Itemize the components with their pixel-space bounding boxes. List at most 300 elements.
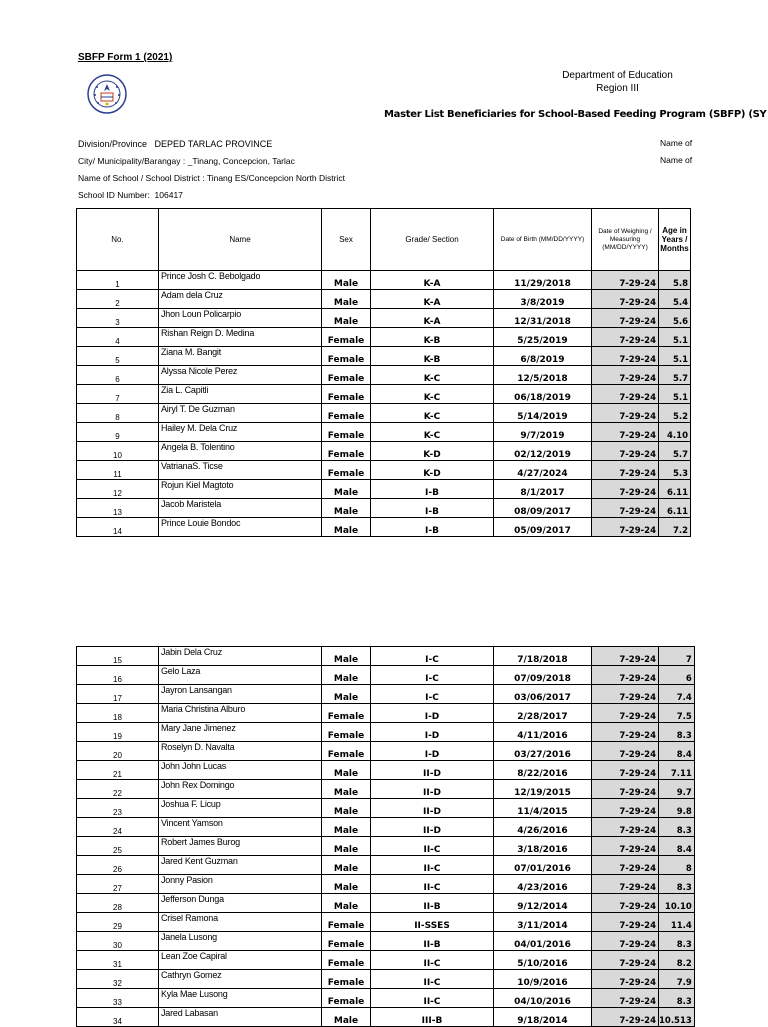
- table-row: [77, 780, 695, 799]
- cell-name: Alyssa Nicole Perez: [159, 366, 322, 385]
- region-name: Region III: [596, 83, 639, 94]
- form-title: SBFP Form 1 (2021): [78, 52, 173, 63]
- cell-name: John John Lucas: [159, 761, 322, 780]
- cell-age: 7.4: [659, 685, 695, 704]
- cell-name: Jhon Loun Policarpio: [159, 309, 322, 328]
- cell-no: 34: [77, 1008, 159, 1027]
- cell-dob: 8/1/2017: [494, 480, 592, 499]
- cell-age: 9.8: [659, 799, 695, 818]
- cell-no: 33: [77, 989, 159, 1008]
- cell-grade: II-D: [371, 780, 494, 799]
- table-row: [77, 685, 695, 704]
- cell-sex: Male: [322, 647, 371, 666]
- cell-name: Vincent Yamson: [159, 818, 322, 837]
- cell-weigh: 7-29-24: [592, 423, 659, 442]
- city-label: City/ Municipality/Barangay :: [78, 156, 186, 166]
- cell-weigh: 7-29-24: [592, 499, 659, 518]
- table-row: [77, 290, 691, 309]
- cell-weigh: 7-29-24: [592, 856, 659, 875]
- cell-no: 28: [77, 894, 159, 913]
- table-header-row: [77, 209, 691, 271]
- cell-no: 25: [77, 837, 159, 856]
- division-label: Division/Province: [78, 139, 148, 149]
- table-row: [77, 309, 691, 328]
- cell-no: 21: [77, 761, 159, 780]
- cell-no: 3: [77, 309, 159, 328]
- table-row: [77, 799, 695, 818]
- cell-weigh: 7-29-24: [592, 385, 659, 404]
- cell-age: 5.6: [659, 309, 691, 328]
- division-value: DEPED TARLAC PROVINCE: [154, 139, 273, 149]
- cell-dob: 06/18/2019: [494, 385, 592, 404]
- cell-no: 22: [77, 780, 159, 799]
- cell-sex: Male: [322, 780, 371, 799]
- cell-dob: 5/10/2016: [494, 951, 592, 970]
- cell-weigh: 7-29-24: [592, 837, 659, 856]
- col-header-grade: Grade/ Section: [371, 209, 494, 271]
- cell-name: Robert James Burog: [159, 837, 322, 856]
- table-row: [77, 875, 695, 894]
- cell-name: Roselyn D. Navalta: [159, 742, 322, 761]
- table-row: [77, 442, 691, 461]
- cell-age: 5.7: [659, 366, 691, 385]
- cell-no: 7: [77, 385, 159, 404]
- cell-grade: II-C: [371, 837, 494, 856]
- cell-weigh: 7-29-24: [592, 761, 659, 780]
- cell-grade: III-B: [371, 1008, 494, 1027]
- cell-name: John Rex Domingo: [159, 780, 322, 799]
- cell-sex: Female: [322, 442, 371, 461]
- cell-age: 10.513: [659, 1008, 695, 1027]
- cell-dob: 12/31/2018: [494, 309, 592, 328]
- cell-no: 11: [77, 461, 159, 480]
- cell-grade: K-D: [371, 442, 494, 461]
- cell-no: 24: [77, 818, 159, 837]
- cell-sex: Female: [322, 913, 371, 932]
- cell-weigh: 7-29-24: [592, 328, 659, 347]
- cell-sex: Male: [322, 894, 371, 913]
- cell-grade: K-C: [371, 366, 494, 385]
- cell-sex: Female: [322, 347, 371, 366]
- table-row: [77, 989, 695, 1008]
- cell-weigh: 7-29-24: [592, 818, 659, 837]
- department-name: Department of Education: [562, 70, 673, 81]
- cell-grade: II-D: [371, 761, 494, 780]
- cell-sex: Male: [322, 799, 371, 818]
- cell-no: 31: [77, 951, 159, 970]
- cell-grade: K-A: [371, 271, 494, 290]
- cell-grade: I-B: [371, 518, 494, 537]
- col-header-sex: Sex: [322, 209, 371, 271]
- cell-sex: Male: [322, 685, 371, 704]
- cell-name: Cathryn Gomez: [159, 970, 322, 989]
- cell-dob: 8/22/2016: [494, 761, 592, 780]
- cell-no: 1: [77, 271, 159, 290]
- cell-dob: 11/4/2015: [494, 799, 592, 818]
- cell-age: 8.4: [659, 742, 695, 761]
- cell-no: 20: [77, 742, 159, 761]
- cell-age: 5.1: [659, 385, 691, 404]
- cell-name: Jared Kent Guzman: [159, 856, 322, 875]
- cell-no: 6: [77, 366, 159, 385]
- cell-no: 4: [77, 328, 159, 347]
- cell-no: 19: [77, 723, 159, 742]
- school-id-line: [78, 190, 183, 200]
- cell-dob: 07/01/2016: [494, 856, 592, 875]
- cell-weigh: 7-29-24: [592, 647, 659, 666]
- cell-sex: Male: [322, 480, 371, 499]
- city-value: _Tinang, Concepcion, Tarlac: [187, 156, 295, 166]
- cell-dob: 4/23/2016: [494, 875, 592, 894]
- cell-age: 5.1: [659, 328, 691, 347]
- school-value: Tinang ES/Concepcion North District: [206, 173, 345, 183]
- cell-sex: Female: [322, 951, 371, 970]
- cell-grade: I-D: [371, 723, 494, 742]
- cell-sex: Female: [322, 989, 371, 1008]
- cell-no: 27: [77, 875, 159, 894]
- deped-seal-icon: [86, 73, 128, 115]
- cell-grade: K-B: [371, 347, 494, 366]
- cell-dob: 6/8/2019: [494, 347, 592, 366]
- cell-weigh: 7-29-24: [592, 932, 659, 951]
- table-row: [77, 723, 695, 742]
- cell-weigh: 7-29-24: [592, 290, 659, 309]
- cell-dob: 5/14/2019: [494, 404, 592, 423]
- table-row: [77, 328, 691, 347]
- cell-dob: 5/25/2019: [494, 328, 592, 347]
- cell-grade: K-A: [371, 290, 494, 309]
- cell-sex: Male: [322, 837, 371, 856]
- cell-name: Jonny Pasion: [159, 875, 322, 894]
- cell-weigh: 7-29-24: [592, 685, 659, 704]
- cell-no: 14: [77, 518, 159, 537]
- cell-grade: K-C: [371, 423, 494, 442]
- table-row: [77, 856, 695, 875]
- cell-no: 5: [77, 347, 159, 366]
- cell-name: Prince Louie Bondoc: [159, 518, 322, 537]
- cell-age: 4.10: [659, 423, 691, 442]
- beneficiaries-table-page2: [76, 646, 695, 1027]
- cell-grade: K-B: [371, 328, 494, 347]
- cell-age: 8.3: [659, 818, 695, 837]
- cell-dob: 08/09/2017: [494, 499, 592, 518]
- cell-sex: Male: [322, 761, 371, 780]
- table-row: [77, 818, 695, 837]
- cell-age: 7.5: [659, 704, 695, 723]
- cell-grade: II-C: [371, 951, 494, 970]
- cell-name: Adam dela Cruz: [159, 290, 322, 309]
- cell-weigh: 7-29-24: [592, 480, 659, 499]
- cell-no: 12: [77, 480, 159, 499]
- col-header-age: Age in Years / Months: [659, 209, 691, 271]
- cell-name: Maria Christina Alburo: [159, 704, 322, 723]
- cell-dob: 12/5/2018: [494, 366, 592, 385]
- cell-weigh: 7-29-24: [592, 461, 659, 480]
- cell-no: 26: [77, 856, 159, 875]
- cell-dob: 3/8/2019: [494, 290, 592, 309]
- cell-weigh: 7-29-24: [592, 442, 659, 461]
- cell-grade: K-A: [371, 309, 494, 328]
- cell-age: 5.3: [659, 461, 691, 480]
- cell-name: Jacob Maristela: [159, 499, 322, 518]
- cell-name: Crisel Ramona: [159, 913, 322, 932]
- cell-no: 10: [77, 442, 159, 461]
- cell-dob: 9/12/2014: [494, 894, 592, 913]
- cell-weigh: 7-29-24: [592, 894, 659, 913]
- cell-dob: 9/7/2019: [494, 423, 592, 442]
- cell-weigh: 7-29-24: [592, 518, 659, 537]
- cell-age: 8: [659, 856, 695, 875]
- cell-weigh: 7-29-24: [592, 989, 659, 1008]
- col-header-weighing: Date of Weighing / Measuring (MM/DD/YYYY): [592, 209, 659, 271]
- cell-name: Jabin Dela Cruz: [159, 647, 322, 666]
- cell-sex: Female: [322, 366, 371, 385]
- cell-age: 7.2: [659, 518, 691, 537]
- cell-name: Ziana M. Bangit: [159, 347, 322, 366]
- cell-dob: 4/11/2016: [494, 723, 592, 742]
- cell-dob: 12/19/2015: [494, 780, 592, 799]
- school-line: [78, 173, 345, 183]
- cell-grade: I-C: [371, 685, 494, 704]
- division-line: [78, 139, 272, 149]
- cell-sex: Male: [322, 290, 371, 309]
- cell-weigh: 7-29-24: [592, 404, 659, 423]
- cell-grade: I-C: [371, 647, 494, 666]
- city-line: [78, 156, 295, 166]
- cell-grade: II-C: [371, 989, 494, 1008]
- cell-age: 7.11: [659, 761, 695, 780]
- school-id-label: School ID Number:: [78, 190, 150, 200]
- cell-dob: 05/09/2017: [494, 518, 592, 537]
- cell-dob: 02/12/2019: [494, 442, 592, 461]
- table-row: [77, 894, 695, 913]
- cell-age: 6.11: [659, 480, 691, 499]
- cell-grade: I-C: [371, 666, 494, 685]
- cell-sex: Female: [322, 423, 371, 442]
- cell-age: 8.2: [659, 951, 695, 970]
- table-row: [77, 480, 691, 499]
- cell-dob: 3/18/2016: [494, 837, 592, 856]
- table-row: [77, 347, 691, 366]
- cell-grade: II-SSES: [371, 913, 494, 932]
- cell-dob: 07/09/2018: [494, 666, 592, 685]
- cell-name: Lean Zoe Capiral: [159, 951, 322, 970]
- cell-sex: Female: [322, 723, 371, 742]
- cell-age: 10.10: [659, 894, 695, 913]
- cell-dob: 03/06/2017: [494, 685, 592, 704]
- cell-name: Hailey M. Dela Cruz: [159, 423, 322, 442]
- cell-sex: Female: [322, 742, 371, 761]
- cell-grade: I-D: [371, 704, 494, 723]
- cell-no: 13: [77, 499, 159, 518]
- cell-sex: Male: [322, 518, 371, 537]
- cell-age: 11.4: [659, 913, 695, 932]
- cell-age: 7.9: [659, 970, 695, 989]
- cell-grade: II-B: [371, 932, 494, 951]
- cell-no: 16: [77, 666, 159, 685]
- cell-age: 8.3: [659, 932, 695, 951]
- cell-grade: II-D: [371, 818, 494, 837]
- cell-age: 5.7: [659, 442, 691, 461]
- cell-name: Jared Labasan: [159, 1008, 322, 1027]
- cell-name: Gelo Laza: [159, 666, 322, 685]
- cell-age: 5.2: [659, 404, 691, 423]
- cell-name: Airyl T. De Guzman: [159, 404, 322, 423]
- name-of-label-2: Name of: [660, 155, 693, 165]
- cell-age: 9.7: [659, 780, 695, 799]
- cell-dob: 9/18/2014: [494, 1008, 592, 1027]
- col-header-name: Name: [159, 209, 322, 271]
- cell-dob: 4/26/2016: [494, 818, 592, 837]
- cell-weigh: 7-29-24: [592, 723, 659, 742]
- cell-no: 15: [77, 647, 159, 666]
- cell-no: 17: [77, 685, 159, 704]
- cell-name: VatrianaS. Ticse: [159, 461, 322, 480]
- cell-weigh: 7-29-24: [592, 704, 659, 723]
- table-row: [77, 423, 691, 442]
- cell-grade: II-C: [371, 970, 494, 989]
- cell-name: Janela Lusong: [159, 932, 322, 951]
- cell-no: 2: [77, 290, 159, 309]
- cell-grade: K-C: [371, 404, 494, 423]
- col-header-dob: Date of Birth (MM/DD/YYYY): [494, 209, 592, 271]
- table-row: [77, 704, 695, 723]
- table-row: [77, 499, 691, 518]
- cell-age: 7: [659, 647, 695, 666]
- cell-grade: I-B: [371, 480, 494, 499]
- cell-dob: 11/29/2018: [494, 271, 592, 290]
- cell-sex: Male: [322, 271, 371, 290]
- cell-age: 5.4: [659, 290, 691, 309]
- table-row: [77, 761, 695, 780]
- cell-age: 6.11: [659, 499, 691, 518]
- cell-grade: I-B: [371, 499, 494, 518]
- cell-sex: Male: [322, 499, 371, 518]
- cell-sex: Male: [322, 856, 371, 875]
- cell-weigh: 7-29-24: [592, 666, 659, 685]
- table-row: [77, 837, 695, 856]
- cell-sex: Female: [322, 704, 371, 723]
- cell-grade: K-C: [371, 385, 494, 404]
- cell-grade: K-D: [371, 461, 494, 480]
- cell-dob: 7/18/2018: [494, 647, 592, 666]
- cell-name: Angela B. Tolentino: [159, 442, 322, 461]
- table-row: [77, 518, 691, 537]
- cell-sex: Female: [322, 385, 371, 404]
- cell-weigh: 7-29-24: [592, 913, 659, 932]
- cell-dob: 10/9/2016: [494, 970, 592, 989]
- cell-no: 23: [77, 799, 159, 818]
- table-row: [77, 951, 695, 970]
- table-row: [77, 271, 691, 290]
- cell-age: 8.3: [659, 875, 695, 894]
- cell-weigh: 7-29-24: [592, 875, 659, 894]
- cell-dob: 03/27/2016: [494, 742, 592, 761]
- cell-no: 30: [77, 932, 159, 951]
- cell-weigh: 7-29-24: [592, 271, 659, 290]
- table-row: [77, 970, 695, 989]
- table-row: [77, 913, 695, 932]
- table-row: [77, 742, 695, 761]
- cell-weigh: 7-29-24: [592, 970, 659, 989]
- cell-dob: 2/28/2017: [494, 704, 592, 723]
- cell-weigh: 7-29-24: [592, 799, 659, 818]
- cell-name: Zia L. Capitli: [159, 385, 322, 404]
- cell-age: 8.3: [659, 989, 695, 1008]
- cell-no: 32: [77, 970, 159, 989]
- school-label: Name of School / School District :: [78, 173, 205, 183]
- cell-sex: Female: [322, 328, 371, 347]
- cell-grade: II-C: [371, 856, 494, 875]
- cell-grade: II-B: [371, 894, 494, 913]
- cell-age: 8.4: [659, 837, 695, 856]
- table-row: [77, 932, 695, 951]
- cell-sex: Male: [322, 818, 371, 837]
- cell-name: Mary Jane Jimenez: [159, 723, 322, 742]
- cell-sex: Female: [322, 461, 371, 480]
- cell-name: Joshua F. Licup: [159, 799, 322, 818]
- school-id-value: 106417: [154, 190, 183, 200]
- cell-name: Kyla Mae Lusong: [159, 989, 322, 1008]
- cell-dob: 04/01/2016: [494, 932, 592, 951]
- table-row: [77, 666, 695, 685]
- table-row: [77, 461, 691, 480]
- cell-weigh: 7-29-24: [592, 1008, 659, 1027]
- cell-dob: 3/11/2014: [494, 913, 592, 932]
- cell-name: Rojun Kiel Magtoto: [159, 480, 322, 499]
- cell-weigh: 7-29-24: [592, 742, 659, 761]
- master-list-title: Master List Beneficiaries for School-Based Feeding Program (SBFP) (SY: [384, 109, 767, 120]
- cell-age: 5.8: [659, 271, 691, 290]
- table-row: [77, 366, 691, 385]
- cell-sex: Male: [322, 309, 371, 328]
- cell-no: 9: [77, 423, 159, 442]
- beneficiaries-table-page1: [76, 208, 691, 537]
- cell-sex: Male: [322, 875, 371, 894]
- cell-age: 6: [659, 666, 695, 685]
- cell-sex: Female: [322, 970, 371, 989]
- cell-dob: 4/27/2024: [494, 461, 592, 480]
- cell-name: Jayron Lansangan: [159, 685, 322, 704]
- cell-weigh: 7-29-24: [592, 347, 659, 366]
- table-row: [77, 647, 695, 666]
- table-row: [77, 404, 691, 423]
- cell-sex: Male: [322, 1008, 371, 1027]
- col-header-no: No.: [77, 209, 159, 271]
- cell-weigh: 7-29-24: [592, 951, 659, 970]
- cell-grade: II-C: [371, 875, 494, 894]
- cell-sex: Female: [322, 932, 371, 951]
- name-of-label-1: Name of: [660, 138, 693, 148]
- cell-name: Jefferson Dunga: [159, 894, 322, 913]
- cell-no: 29: [77, 913, 159, 932]
- cell-dob: 04/10/2016: [494, 989, 592, 1008]
- cell-grade: II-D: [371, 799, 494, 818]
- table-row: [77, 385, 691, 404]
- cell-weigh: 7-29-24: [592, 309, 659, 328]
- cell-weigh: 7-29-24: [592, 366, 659, 385]
- cell-no: 18: [77, 704, 159, 723]
- cell-name: Prince Josh C. Bebolgado: [159, 271, 322, 290]
- cell-sex: Female: [322, 404, 371, 423]
- cell-name: Rishan Reign D. Medina: [159, 328, 322, 347]
- cell-sex: Male: [322, 666, 371, 685]
- cell-age: 8.3: [659, 723, 695, 742]
- cell-grade: I-D: [371, 742, 494, 761]
- cell-weigh: 7-29-24: [592, 780, 659, 799]
- cell-no: 8: [77, 404, 159, 423]
- cell-age: 5.1: [659, 347, 691, 366]
